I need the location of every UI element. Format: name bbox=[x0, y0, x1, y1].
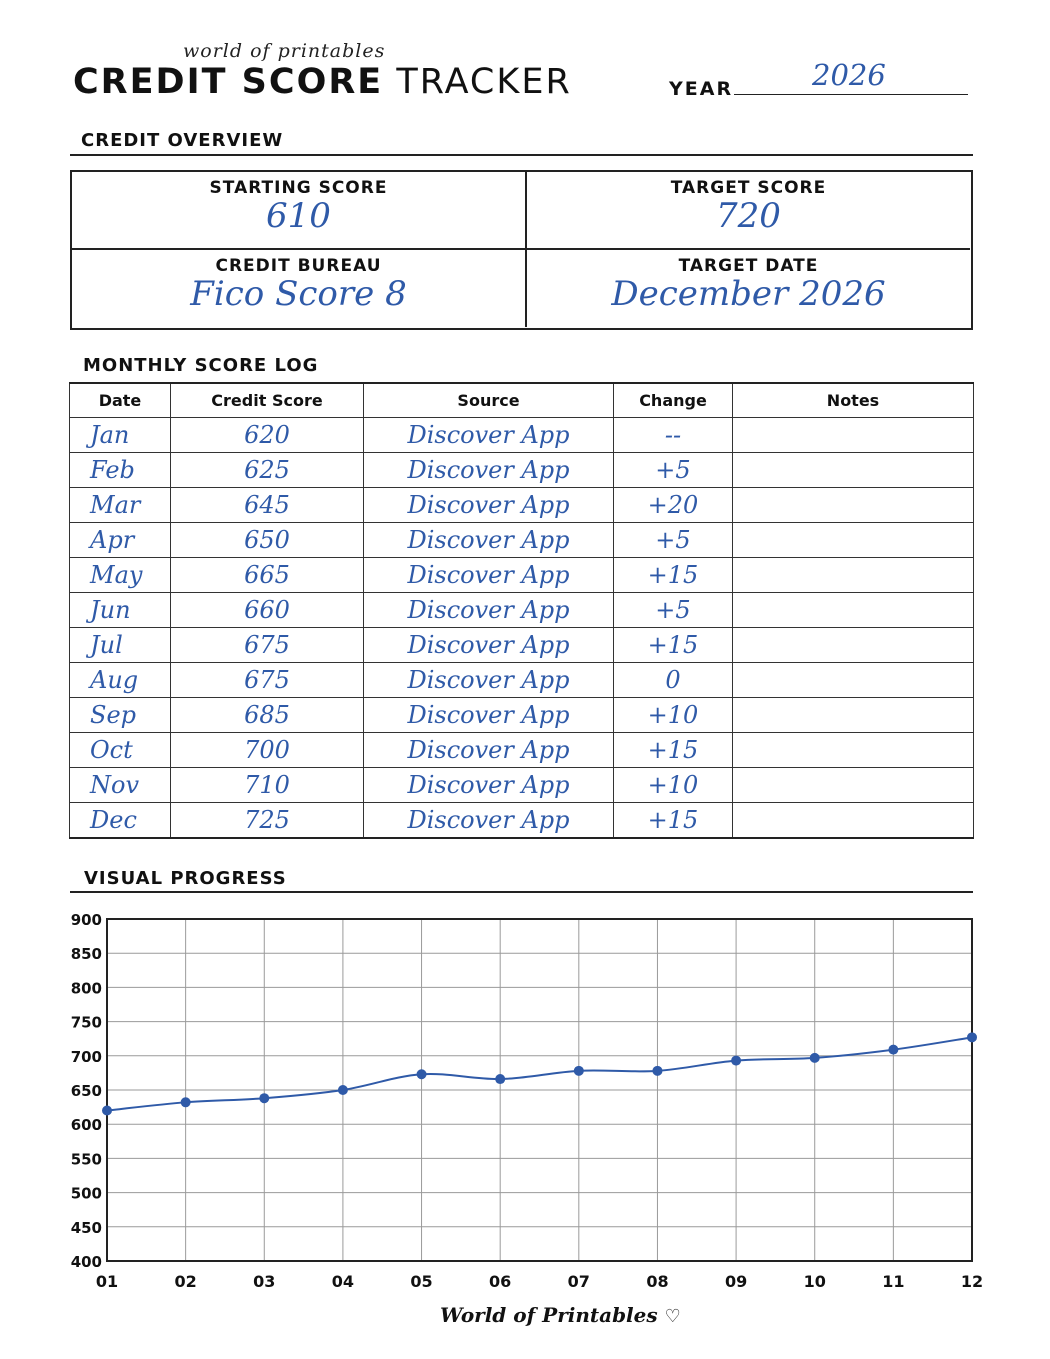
cell-score[interactable]: 620 bbox=[171, 418, 364, 453]
cell-score[interactable]: 645 bbox=[171, 488, 364, 523]
brand-script-logo: world of printables bbox=[183, 40, 386, 62]
data-point-02 bbox=[181, 1097, 191, 1107]
cell-source[interactable]: Discover App bbox=[364, 593, 614, 628]
cell-score[interactable]: 660 bbox=[171, 593, 364, 628]
table-row bbox=[70, 558, 974, 593]
cell-change[interactable]: +20 bbox=[614, 488, 733, 523]
starting-score-value[interactable]: 610 bbox=[266, 196, 331, 236]
cell-date[interactable]: Jul bbox=[70, 628, 171, 663]
table-row bbox=[70, 768, 974, 803]
cell-source[interactable]: Discover App bbox=[364, 628, 614, 663]
credit-bureau-label: CREDIT BUREAU bbox=[215, 256, 382, 276]
cell-score[interactable]: 725 bbox=[171, 803, 364, 839]
column-header-change: Change bbox=[614, 383, 733, 418]
x-tick-label: 05 bbox=[410, 1272, 433, 1291]
x-tick-label: 03 bbox=[253, 1272, 276, 1291]
starting-score-label: STARTING SCORE bbox=[209, 178, 388, 198]
table-row bbox=[70, 698, 974, 733]
cell-source[interactable]: Discover App bbox=[364, 733, 614, 768]
cell-source[interactable]: Discover App bbox=[364, 488, 614, 523]
cell-date[interactable]: Nov bbox=[70, 768, 171, 803]
table-header-row bbox=[70, 383, 974, 418]
cell-score[interactable]: 700 bbox=[171, 733, 364, 768]
column-header-credit-score: Credit Score bbox=[171, 383, 364, 418]
cell-score[interactable]: 675 bbox=[171, 628, 364, 663]
data-point-04 bbox=[338, 1085, 348, 1095]
cell-notes[interactable] bbox=[733, 698, 974, 733]
cell-change[interactable]: +15 bbox=[614, 733, 733, 768]
data-point-05 bbox=[417, 1069, 427, 1079]
credit-bureau-cell bbox=[72, 250, 527, 327]
y-tick-label: 400 bbox=[70, 1253, 102, 1271]
cell-change[interactable]: +15 bbox=[614, 558, 733, 593]
data-point-08 bbox=[652, 1066, 662, 1076]
year-underline bbox=[734, 94, 968, 95]
cell-date[interactable]: Dec bbox=[70, 803, 171, 839]
starting-score-cell bbox=[72, 172, 527, 250]
data-point-11 bbox=[888, 1045, 898, 1055]
table-row bbox=[70, 803, 974, 839]
table-row bbox=[70, 453, 974, 488]
column-header-source: Source bbox=[364, 383, 614, 418]
x-tick-label: 09 bbox=[724, 1272, 748, 1291]
footer-brand-text: World of Printables bbox=[440, 1303, 658, 1327]
cell-date[interactable]: May bbox=[70, 558, 171, 593]
cell-source[interactable]: Discover App bbox=[364, 803, 614, 839]
x-tick-label: 12 bbox=[960, 1272, 984, 1291]
score-series-line bbox=[107, 1037, 972, 1110]
page-title-light: TRACKER bbox=[396, 62, 572, 102]
cell-source[interactable]: Discover App bbox=[364, 698, 614, 733]
cell-date[interactable]: Jun bbox=[70, 593, 171, 628]
year-value[interactable]: 2026 bbox=[812, 58, 886, 92]
monthly-log-heading: MONTHLY SCORE LOG bbox=[83, 355, 319, 376]
cell-source[interactable]: Discover App bbox=[364, 523, 614, 558]
cell-change[interactable]: +5 bbox=[614, 523, 733, 558]
data-point-01 bbox=[102, 1106, 112, 1116]
page-title-bold: CREDIT SCORE bbox=[73, 62, 384, 102]
visual-progress-rule bbox=[70, 891, 973, 893]
cell-notes[interactable] bbox=[733, 768, 974, 803]
cell-source[interactable]: Discover App bbox=[364, 453, 614, 488]
cell-date[interactable]: Sep bbox=[70, 698, 171, 733]
data-point-12 bbox=[967, 1032, 977, 1042]
target-score-cell bbox=[527, 172, 970, 250]
x-tick-label: 02 bbox=[174, 1272, 197, 1291]
cell-source[interactable]: Discover App bbox=[364, 418, 614, 453]
x-tick-label: 08 bbox=[646, 1272, 669, 1291]
target-date-value[interactable]: December 2026 bbox=[611, 274, 886, 314]
credit-overview-rule bbox=[70, 154, 973, 156]
cell-source[interactable]: Discover App bbox=[364, 558, 614, 593]
cell-notes[interactable] bbox=[733, 803, 974, 839]
table-row bbox=[70, 628, 974, 663]
cell-change[interactable]: +15 bbox=[614, 803, 733, 839]
cell-change[interactable]: +5 bbox=[614, 453, 733, 488]
y-tick-label: 600 bbox=[70, 1116, 102, 1135]
x-tick-label: 10 bbox=[803, 1272, 826, 1291]
cell-source[interactable]: Discover App bbox=[364, 768, 614, 803]
cell-score[interactable]: 625 bbox=[171, 453, 364, 488]
cell-date[interactable]: Oct bbox=[70, 733, 171, 768]
cell-change[interactable]: -- bbox=[614, 418, 733, 453]
y-tick-label: 500 bbox=[70, 1184, 102, 1203]
cell-change[interactable]: +10 bbox=[614, 768, 733, 803]
cell-score[interactable]: 685 bbox=[171, 698, 364, 733]
y-tick-label: 900 bbox=[70, 911, 102, 929]
cell-date[interactable]: Mar bbox=[70, 488, 171, 523]
data-point-09 bbox=[731, 1056, 741, 1066]
cell-change[interactable]: +5 bbox=[614, 593, 733, 628]
x-tick-label: 01 bbox=[95, 1272, 119, 1291]
y-tick-label: 450 bbox=[70, 1218, 102, 1237]
y-tick-label: 800 bbox=[70, 979, 102, 998]
cell-score[interactable]: 710 bbox=[171, 768, 364, 803]
table-row bbox=[70, 418, 974, 453]
x-tick-label: 07 bbox=[567, 1272, 590, 1291]
target-score-label: TARGET SCORE bbox=[670, 178, 827, 198]
table-row bbox=[70, 663, 974, 698]
cell-change[interactable]: +15 bbox=[614, 628, 733, 663]
table-row bbox=[70, 593, 974, 628]
cell-notes[interactable] bbox=[733, 488, 974, 523]
credit-overview-box bbox=[70, 170, 973, 330]
y-tick-label: 850 bbox=[70, 945, 102, 964]
x-tick-label: 06 bbox=[489, 1272, 512, 1291]
table-row bbox=[70, 733, 974, 768]
data-point-10 bbox=[810, 1053, 820, 1063]
cell-date[interactable]: Apr bbox=[70, 523, 171, 558]
y-tick-label: 550 bbox=[70, 1150, 102, 1169]
visual-progress-heading: VISUAL PROGRESS bbox=[84, 868, 287, 889]
x-tick-label: 04 bbox=[331, 1272, 355, 1291]
monthly-score-table bbox=[69, 382, 974, 839]
target-date-cell bbox=[527, 250, 970, 327]
page-title bbox=[73, 62, 572, 102]
cell-date[interactable]: Feb bbox=[70, 453, 171, 488]
cell-score[interactable]: 650 bbox=[171, 523, 364, 558]
credit-bureau-value[interactable]: Fico Score 8 bbox=[190, 274, 407, 314]
year-label: YEAR bbox=[669, 78, 734, 100]
cell-source[interactable]: Discover App bbox=[364, 663, 614, 698]
cell-notes[interactable] bbox=[733, 663, 974, 698]
cell-notes[interactable] bbox=[733, 593, 974, 628]
data-point-07 bbox=[574, 1066, 584, 1076]
cell-change[interactable]: +10 bbox=[614, 698, 733, 733]
x-tick-label: 11 bbox=[882, 1272, 905, 1291]
table-row bbox=[70, 523, 974, 558]
score-progress-chart bbox=[0, 900, 1050, 1300]
target-date-label: TARGET DATE bbox=[678, 256, 819, 276]
cell-notes[interactable] bbox=[733, 418, 974, 453]
cell-notes[interactable] bbox=[733, 453, 974, 488]
cell-notes[interactable] bbox=[733, 733, 974, 768]
cell-score[interactable]: 665 bbox=[171, 558, 364, 593]
cell-date[interactable]: Jan bbox=[70, 418, 171, 453]
credit-overview-heading: CREDIT OVERVIEW bbox=[81, 130, 284, 151]
y-tick-label: 650 bbox=[70, 1082, 102, 1100]
data-point-06 bbox=[495, 1074, 505, 1084]
heart-icon: ♡ bbox=[664, 1306, 681, 1327]
cell-score[interactable]: 675 bbox=[171, 663, 364, 698]
data-point-03 bbox=[259, 1093, 269, 1103]
y-tick-label: 700 bbox=[70, 1047, 102, 1066]
column-header-date: Date bbox=[70, 383, 171, 418]
table-row bbox=[70, 488, 974, 523]
cell-date[interactable]: Aug bbox=[70, 663, 171, 698]
column-header-notes: Notes bbox=[733, 383, 974, 418]
cell-change[interactable]: 0 bbox=[614, 663, 733, 698]
footer-brand-logo bbox=[440, 1303, 681, 1327]
y-tick-label: 750 bbox=[70, 1013, 102, 1032]
target-score-value[interactable]: 720 bbox=[716, 196, 781, 236]
cell-notes[interactable] bbox=[733, 628, 974, 663]
cell-notes[interactable] bbox=[733, 523, 974, 558]
cell-notes[interactable] bbox=[733, 558, 974, 593]
